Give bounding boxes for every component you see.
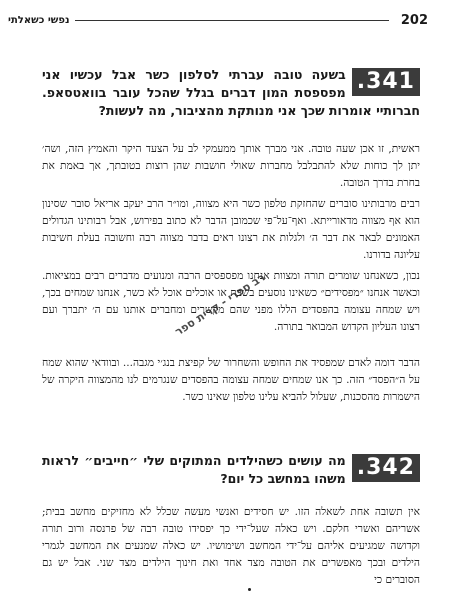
page-mark: [248, 588, 251, 591]
answer-paragraph: רבים מרבותינו סוברים שהחזקת טלפון כשר היא מצווה, ומו״ר הרב יעקב אריאל סובר שסינון הוא אף מצווה מדאורייתא. ואף־על־פי שכמובן הדבר לא כתוב בפירוש, אבל רבותינו הגדולים האמונים לבאר את דבר ה׳ ולגלות את רצונו ראים בדבר מצווה רבה וחשובה בעלת חשיבות עליונה בדורנו.: [42, 198, 420, 261]
header-rule: [75, 20, 388, 21]
answer-paragraph: אין תשובה אחת לשאלה הזו. יש חסידים ואנשי מעשה שכלל לא מחזיקים מחשב בבית; אשריהם ואשרי חלקם. ויש כאלה שעל־ידי כך יפסידו טובה רבה של פרנסה ורוב תורה וקדושה שמגיעים אליהם על־ידי המחשב ושימושיו. יש כאלה שמנעים את המחשב לגמרי הילדים ובכך מאפשרים את הטובה מצד אחד ואת חינוך הילדים מצד שני. אבל יש גם הסוברים כי: [42, 506, 420, 586]
question-heading: מה עושים כשהילדים המתוקים שלי ״חייבים״ לראות משהו במחשב כל יום?: [42, 453, 346, 486]
page-number: 202: [400, 12, 428, 28]
answer-paragraph: ראשית, זו אכן שעה טובה. אני מברך אותך ממעמקי לב על הצעד היקר והאמיץ הזה, ושה׳ יתן לך כוחות שלא להתבלבל מחברות שאולי חושבות שהן רוצות בטובתך, אך באמת את בחרת בדרך הטובה.: [42, 143, 420, 189]
question-342: [42, 452, 420, 488]
question-341: [42, 66, 420, 120]
library-stamp: רב ספרי - קרית ספר: [172, 270, 268, 339]
question-number-badge: 342.: [352, 454, 420, 482]
question-number-badge: 341.: [352, 68, 420, 96]
question-heading: בשעה טובה עברתי לסלפון כשר אבל עכשיו אני מפספסת המון דברים בגלל שהכל עובר בוואטסאפ. חברותיי אומרות שכך אני מנותקת מהציבור, מה לעשות?: [42, 67, 420, 118]
answer-paragraph: נכון, כשאנחנו שומרים תורה ומצוות אנחנו מפספסים הרבה ומנועים מדברים רבים במציאות. וכאשר אנחנו ״מפסידים״ כשאינו נוסעים בשבת או אוכלים אוכל לא כשר, אנחנו שמחים בכך, ויש שמחה עצומה בהפסדים הללו מפני שהם מקשרים ומחברים אותנו עם ה׳ יתברך ועם רצונו העליון הקדוש המבואר בתורה.: [42, 270, 420, 333]
answer-paragraph: הדבר דומה לאדם שמפסיד את החופש והשחרור של קפיצת בנג׳י מגבה... ובוודאי שהוא שמח על ה״הפסד״ הזה. כך אנו שמחים שמחה עצומה בהפסדים שנגרמים לנו מהמצווה היקרה של הישמרות מהסכנות, שעלול להביא עלינו טלפון שאינו כשר.: [42, 357, 420, 403]
running-header: [8, 7, 428, 33]
book-title: נפשי כשאלתי: [8, 14, 70, 26]
